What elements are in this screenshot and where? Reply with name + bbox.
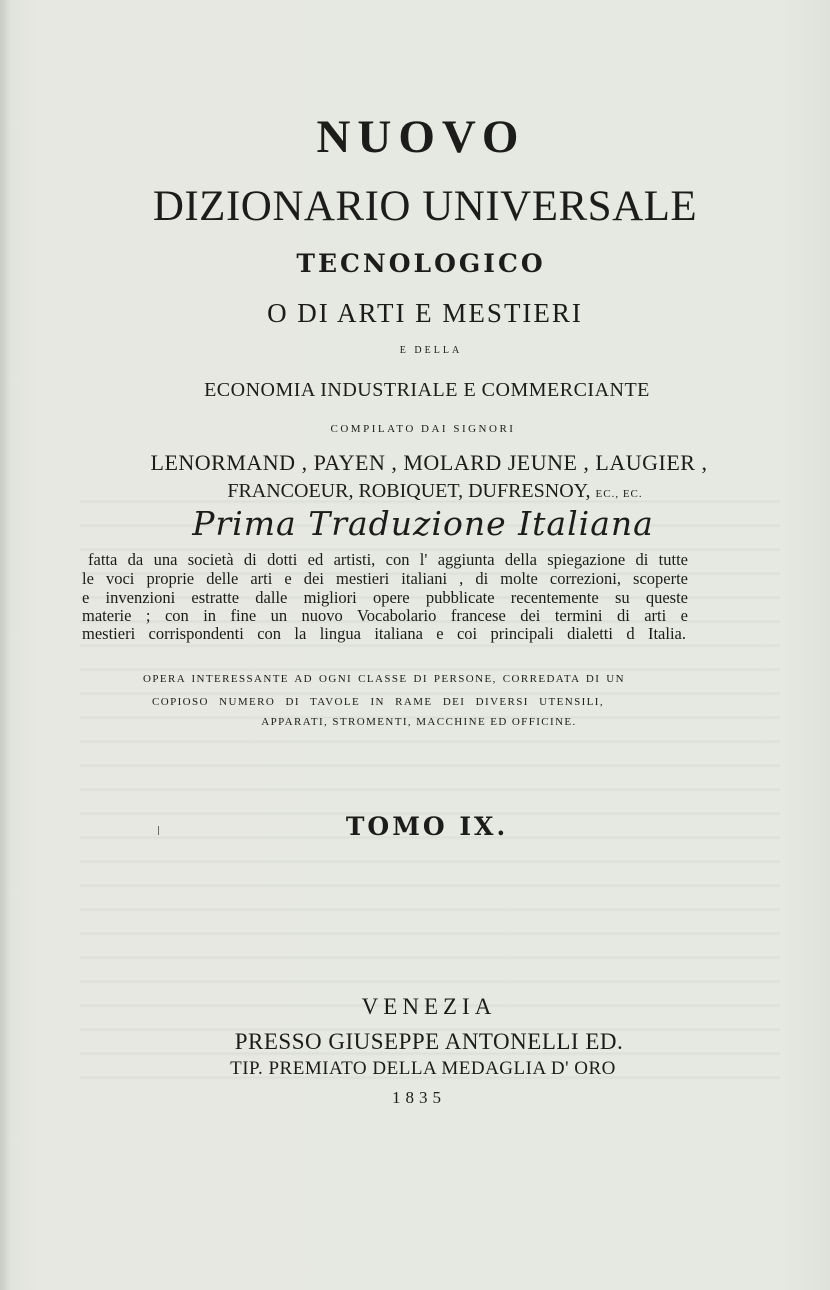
imprint-city: VENEZIA bbox=[361, 994, 497, 1019]
imprint-publisher: PRESSO GIUSEPPE ANTONELLI ED. bbox=[234, 1029, 624, 1054]
authors-line-1: LENORMAND , PAYEN , MOLARD JEUNE , LAUGIER , bbox=[150, 450, 708, 475]
title-e-della: E DELLA bbox=[399, 345, 463, 356]
imprint-press: TIP. PREMIATO DELLA MEDAGLIA D' ORO bbox=[230, 1058, 616, 1079]
volume-label: TOMO IX. bbox=[345, 812, 509, 841]
title-tecnologico: TECNOLOGICO bbox=[296, 249, 546, 278]
translation-heading: Prima Traduzione Italiana bbox=[192, 504, 654, 543]
description-line-3: e invenzioni estratte dalle migliori opere pubblicate recentemente su queste bbox=[82, 588, 688, 607]
authors-line-2 bbox=[0, 480, 830, 503]
title-nuovo: NUOVO bbox=[316, 111, 526, 163]
description-line-5: mestieri corrispondenti con la lingua italiana e coi principali dialetti d Italia. bbox=[82, 624, 686, 643]
title-arti-mestieri: O DI ARTI E MESTIERI bbox=[267, 298, 583, 328]
imprint-year: 1835 bbox=[392, 1088, 446, 1107]
description-line-4: materie ; con in fine un nuovo Vocabolario francese dei termini di arti e bbox=[82, 606, 688, 625]
title-economia: ECONOMIA INDUSTRIALE E COMMERCIANTE bbox=[204, 379, 650, 401]
description-line-1: fatta da una società di dotti ed artisti, con l' aggiunta della spiegazione di tutte bbox=[88, 550, 688, 569]
authors-line-2-etc: EC., EC. bbox=[595, 488, 643, 500]
compiled-by-label: COMPILATO DAI SIGNORI bbox=[330, 423, 516, 435]
description-line-2: le voci proprie delle arti e dei mestieri italiani , di molte correzioni, scoperte bbox=[82, 569, 688, 588]
opera-line-2: COPIOSO NUMERO DI TAVOLE IN RAME DEI DIVERSI UTENSILI, bbox=[152, 696, 604, 708]
opera-line-1: OPERA INTERESSANTE AD OGNI CLASSE DI PERSONE, CORREDATA DI UN bbox=[143, 673, 625, 685]
authors-line-2-names: FRANCOEUR, ROBIQUET, DUFRESNOY, bbox=[227, 480, 591, 502]
title-dizionario-universale: DIZIONARIO UNIVERSALE bbox=[152, 183, 698, 230]
opera-line-3: APPARATI, STROMENTI, MACCHINE ED OFFICINE. bbox=[261, 716, 577, 728]
